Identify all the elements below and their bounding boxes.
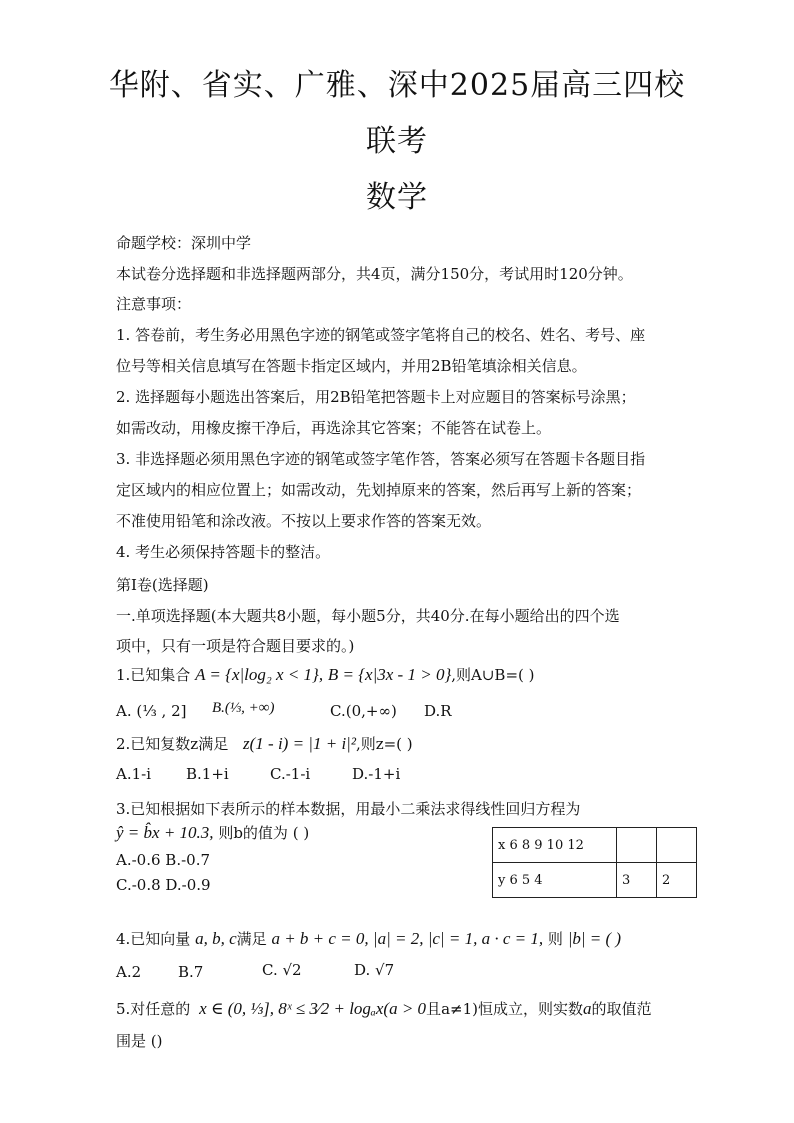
notice-3c: 不准使用铅笔和涂改液。不按以上要求作答的答案无效。 [116, 512, 492, 530]
section-a: 一.单项选择题(本大题共8小题，每小题5分，共40分.在每小题给出的四个选 [116, 607, 620, 625]
q1-prefix: 1.已知集合 [116, 666, 191, 684]
table-cell [493, 863, 617, 898]
question-4 [116, 928, 621, 949]
table-cell: x 6 8 9 10 12 [493, 828, 617, 863]
school-line: 命题学校：深圳中学 [116, 234, 252, 252]
q2-prefix: 2.已知复数z满足 [116, 735, 229, 753]
q1-option-d: D.R [424, 702, 452, 720]
table-cell [617, 828, 657, 863]
table-row-y [493, 863, 697, 898]
notice-heading: 注意事项： [116, 295, 192, 313]
q4-target: |b| = ( ) [567, 929, 622, 948]
q1-set-a: A = {x|log₂ x < 1}, [195, 665, 324, 684]
table-cell [657, 828, 697, 863]
q3-options-ab: A.-0.6 B.-0.7 [116, 851, 211, 869]
question-3: 3.已知根据如下表所示的样本数据，用最小二乘法求得线性回归方程为 [116, 800, 581, 818]
q3-options-cd: C.-0.8 D.-0.9 [116, 876, 211, 894]
q4-prefix: 4.已知向量 [116, 930, 191, 948]
exam-title-line2: 联考 [366, 124, 428, 159]
q3-suffix: 则b的值为 ( ) [218, 824, 310, 842]
table-cell-text: y 6 5 4 [498, 872, 543, 888]
q5-prefix: 5.对任意的 [116, 1000, 191, 1018]
q2-suffix: ,则z=( ) [355, 735, 413, 753]
question-2 [116, 733, 413, 754]
notice-1a: 1. 答卷前，考生务必用黑色字迹的钢笔或签字笔将自己的校名、姓名、考号、座 [116, 326, 646, 344]
notice-3a: 3. 非选择题必须用黑色字迹的钢笔或签字笔作答，答案必须写在答题卡各题目指 [116, 450, 646, 468]
q4-option-c: C. √2 [262, 961, 302, 979]
question-1 [116, 664, 534, 685]
q2-option-d: D.-1+i [352, 765, 401, 783]
q1-option-a: A. (⅓ , 2] [116, 702, 187, 720]
subject-title: 数学 [366, 180, 428, 215]
q1-suffix: ,则A∪B=( ) [451, 666, 535, 684]
q2-option-b: B.1+i [186, 765, 229, 783]
table-row-x [493, 828, 697, 863]
notice-1b: 位号等相关信息填写在答题卡指定区域内，并用2B铅笔填涂相关信息。 [116, 357, 587, 375]
q2-option-c: C.-1-i [270, 765, 311, 783]
exam-title: 华附、省实、广雅、深中2025届高三四校 [108, 68, 686, 103]
q5-var: a [582, 999, 592, 1018]
q4-option-b: B.7 [178, 963, 204, 981]
q4-option-d: D. √7 [354, 961, 395, 979]
notice-4: 4. 考生必须保持答题卡的整洁。 [116, 543, 331, 561]
section-b: 项中，只有一项是符合题目要求的。) [116, 637, 355, 655]
q5-line2: 围是 () [116, 1032, 163, 1050]
q3-equation: ŷ = b̂x + 10.3, [116, 823, 214, 842]
notice-3b: 定区域内的相应位置上；如需改动，先划掉原来的答案，然后再写上新的答案； [116, 481, 642, 499]
q4-condition: a + b + c = 0, |a| = 2, |c| = 1, a · c = 1, [271, 929, 544, 948]
q4-middle: 满足 [236, 930, 267, 948]
table-cell: 2 [657, 863, 697, 898]
q5-condition: x ∈ (0, ⅓], 8ˣ ≤ 3⁄2 + logₐx(a > 0 [199, 999, 427, 1018]
q4-ask: 则 [547, 930, 563, 948]
q5-suffix: 的取值范 [591, 1000, 652, 1018]
q3-equation-line [116, 822, 309, 843]
q5-middle: 且a≠1)恒成立，则实数 [426, 1000, 583, 1018]
q1-set-b: B = {x|3x - 1 > 0} [327, 665, 452, 684]
sample-data-table [492, 827, 697, 898]
part1-heading: 第Ⅰ卷(选择题) [116, 576, 209, 594]
q4-option-a: A.2 [116, 963, 142, 981]
question-5 [116, 998, 652, 1019]
q2-option-a: A.1-i [116, 765, 152, 783]
notice-2a: 2. 选择题每小题选出答案后，用2B铅笔把答题卡上对应题目的答案标号涂黑； [116, 388, 636, 406]
notice-2b: 如需改动，用橡皮擦干净后，再选涂其它答案；不能答在试卷上。 [116, 419, 552, 437]
table-cell: 3 [617, 863, 657, 898]
summary-line: 本试卷分选择题和非选择题两部分，共4页，满分150分，考试用时120分钟。 [116, 265, 633, 283]
q2-equation: z(1 - i) = |1 + i|² [243, 734, 356, 753]
q1-option-b: B.(⅓, +∞) [212, 700, 275, 716]
q4-vectors: a, b, c [195, 929, 237, 948]
q1-option-c: C.(0,+∞) [330, 702, 397, 720]
